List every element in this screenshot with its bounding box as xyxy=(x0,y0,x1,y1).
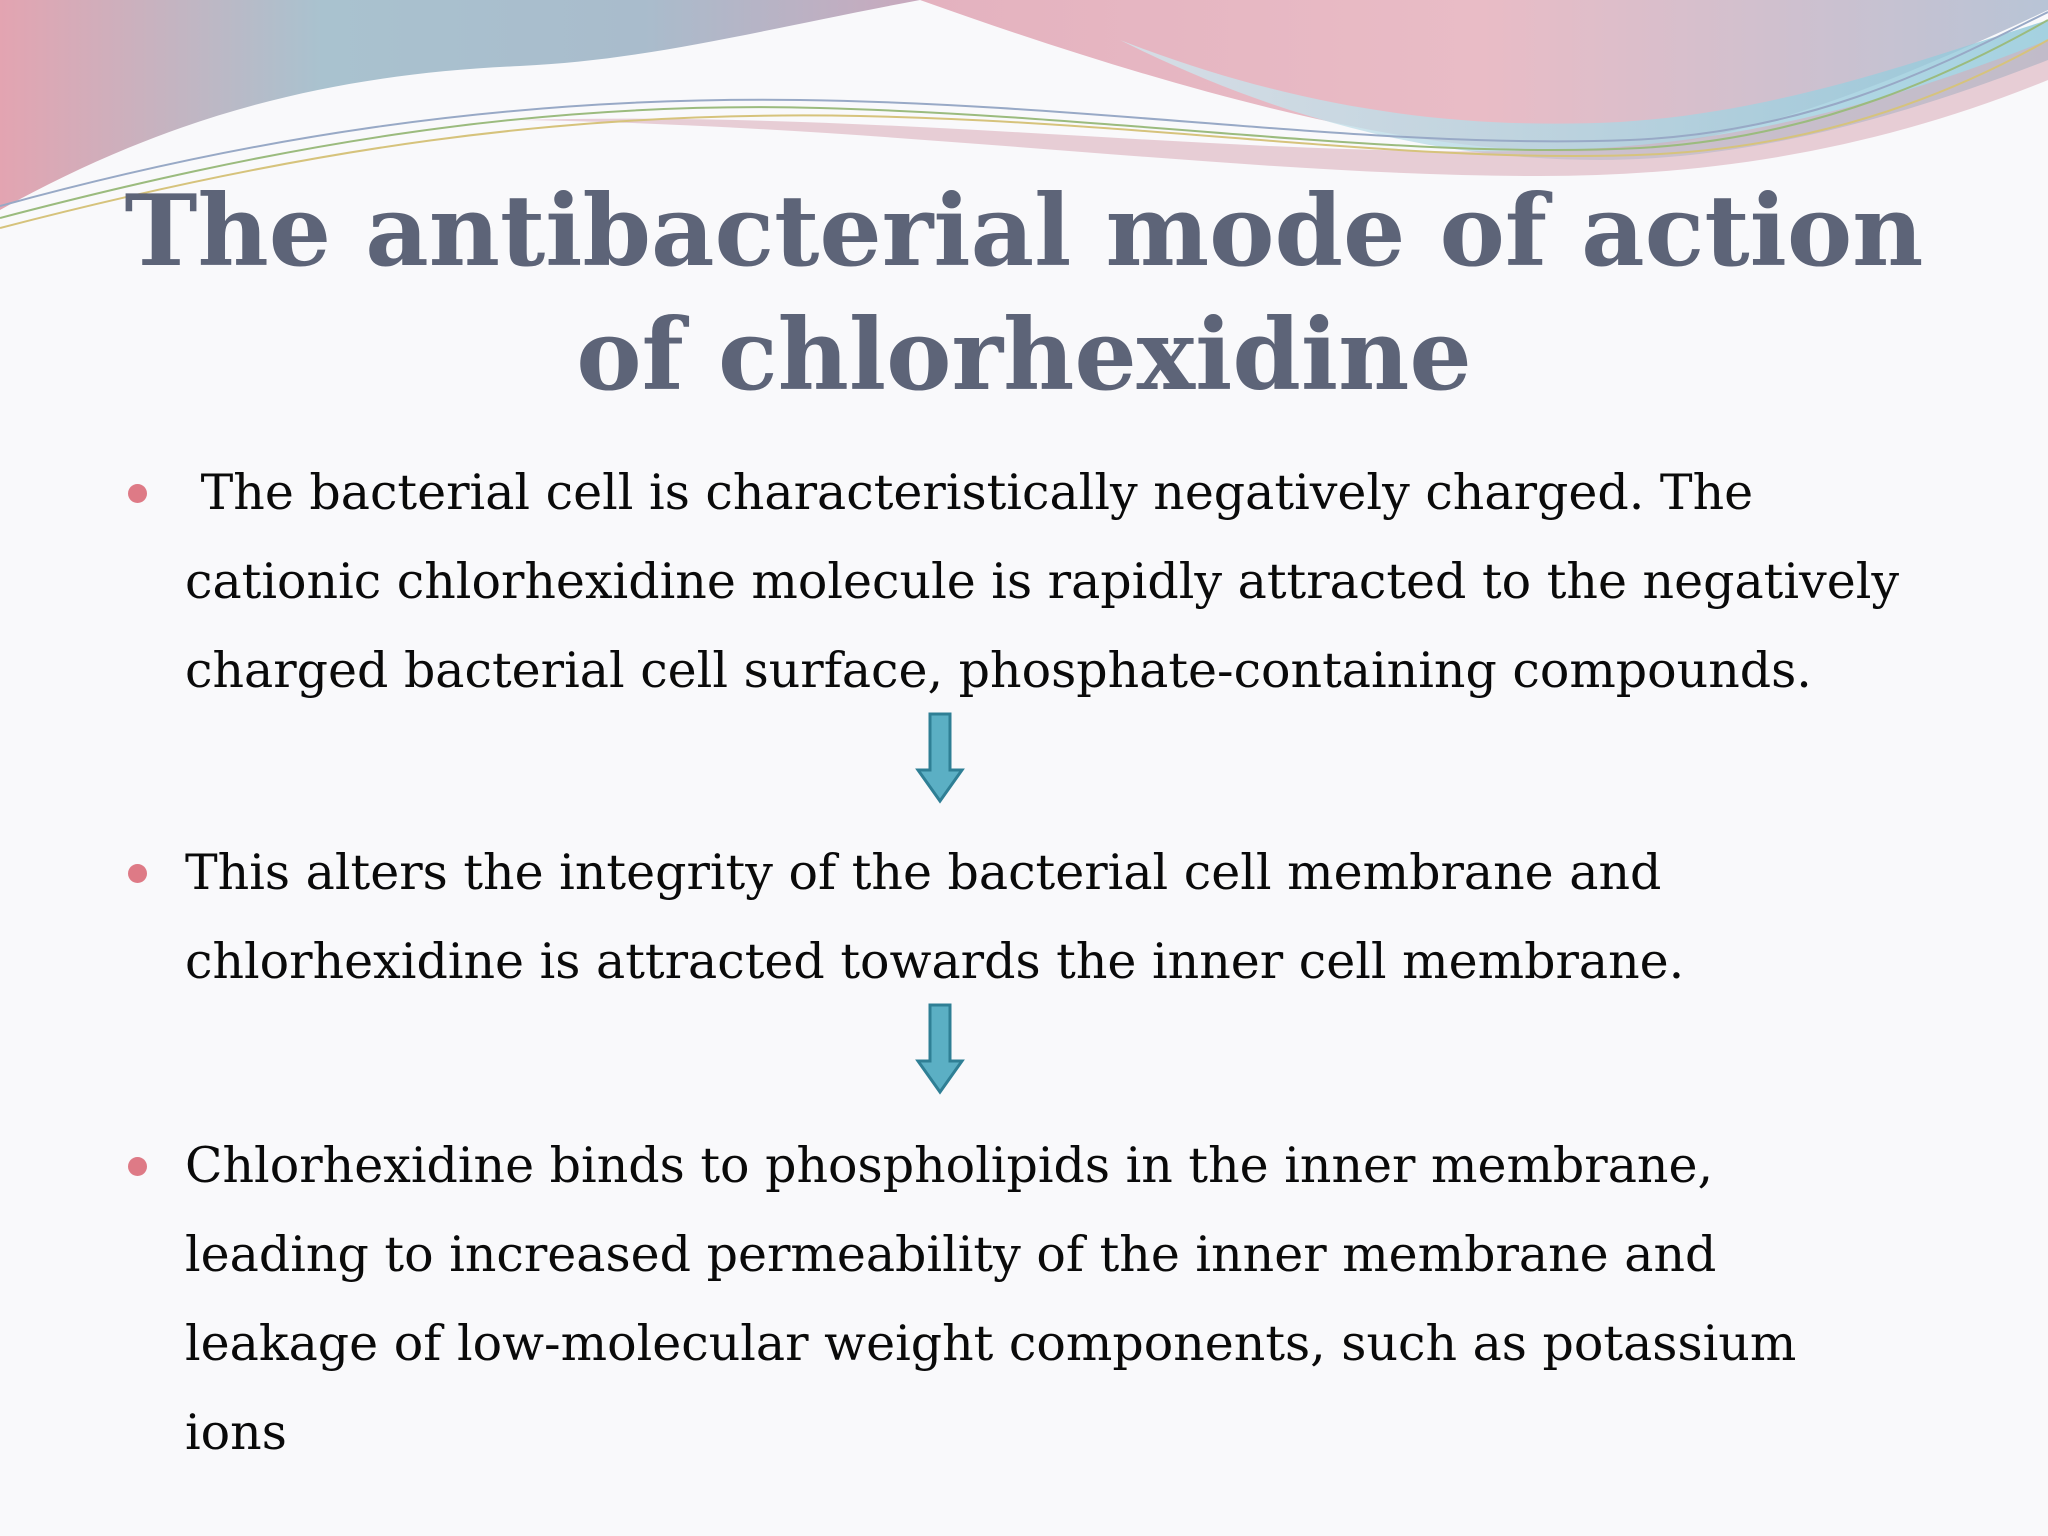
bullet-dot xyxy=(128,484,147,503)
bullet-text: Chlorhexidine binds to phospholipids in the inner membrane, leading to increased permeability of the inner membrane and leakage of low-molecular weight components, such as potassium ions xyxy=(185,1137,1797,1461)
bullet-text: This alters the integrity of the bacterial cell membrane and chlorhexidine is attracted towards the inner cell membrane. xyxy=(185,844,1685,990)
bullet-dot xyxy=(128,864,147,883)
bullet-item-2 xyxy=(185,828,1905,1006)
bullet-item-3 xyxy=(185,1121,1905,1477)
down-arrow-icon xyxy=(915,1003,965,1095)
bullet-text: The bacterial cell is characteristically negatively charged. The cationic chlorhexidine molecule is rapidly attracted to the negatively charged bacterial cell surface, phosphate-containing compounds. xyxy=(185,464,1915,699)
slide-title: The antibacterial mode of action of chlorhexidine xyxy=(124,174,1924,413)
bullet-item-1 xyxy=(185,448,1915,715)
bullet-dot xyxy=(128,1157,147,1176)
down-arrow-icon xyxy=(915,712,965,804)
